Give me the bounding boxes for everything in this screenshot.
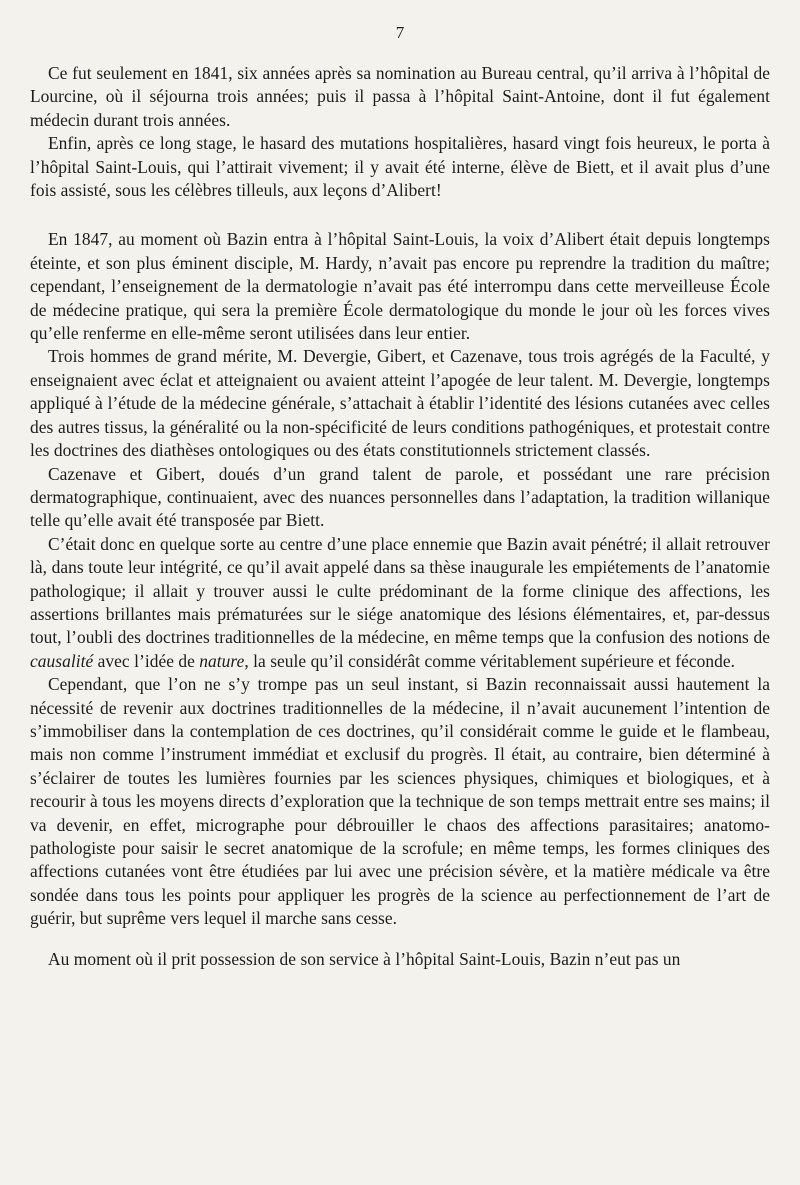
paragraph-5 (30, 463, 770, 533)
paragraph-2 (30, 132, 770, 202)
paragraph-8 (30, 948, 770, 971)
paragraph-text: En 1847, au moment où Bazin entra à l’hôpital Saint-Louis, la voix d’Alibert était depuis longtemps éteinte, et son plus éminent disciple, M. Hardy, n’avait pas encore pu reprendre la tradition du maître; cependant, l’enseignement de la dermatologie n’avait pas été interrompu dans cette merveilleuse École de médecine pratique, qui sera la première École dermatologique du monde le jour où les forces vives qu’elle renferme en elle-même seront utilisées dans leur entier. (30, 229, 770, 344)
paragraph-4 (30, 345, 770, 462)
paragraph-3 (30, 228, 770, 345)
paragraph-6 (30, 533, 770, 673)
paragraph-text: C’était donc en quelque sorte au centre d’une place ennemie que Bazin avait pénétré; il allait retrouver là, dans toute leur intégrité, ce qu’il avait appelé dans sa thèse inaugurale les empiétements de l’anatomie pathologique; il allait y trouver aussi le culte prédominant de la forme clinique des affections, les assertions brillantes mais prématurées sur le siége anatomique des lésions élémentaires, et, par-dessus tout, l’oubli des doctrines traditionnelles de la médecine, en même temps que la confusion des notions de (30, 533, 770, 648)
italic-term-nature: nature (199, 650, 245, 671)
paragraph-text: Au moment où il prit possession de son service à l’hôpital Saint-Louis, Bazin n’eut pas un (48, 948, 681, 969)
paragraph-text: Ce fut seulement en 1841, six années après sa nomination au Bureau central, qu’il arriva à l’hôpital de Lourcine, où il séjourna trois années; puis il passa à l’hôpital Saint-Antoine, dont il fut également médecin durant trois années. (30, 63, 770, 130)
paragraph-text: Cazenave et Gibert, doués d’un grand talent de parole, et possédant une rare précision dermatographique, continuaient, avec des nuances personnelles dans l’adaptation, la tradition willanique telle qu’elle avait été transposée par Biett. (30, 463, 770, 531)
paragraph-text: avec l’idée de (93, 650, 200, 671)
paragraph-text: Trois hommes de grand mérite, M. Devergie, Gibert, et Cazenave, tous trois agrégés de la Faculté, y enseignaient avec éclat et atteignaient ou avaient atteint l’apogée de leur talent. M. Devergie, longtemps appliqué à l’étude de la médecine générale, s’attachait à établir l’identité des lésions cutanées avec celles des autres tissus, la généralité ou la non-spécificité de leurs conditions pathogéniques, et protestait contre les doctrines des diathèses ontologiques ou des états constitutionnels strictement classés. (30, 346, 770, 461)
paragraph-text: , la seule qu’il considérât comme véritablement supérieure et féconde. (244, 650, 736, 671)
italic-term-causalite: causalité (30, 650, 94, 671)
paragraph-7 (30, 673, 770, 930)
page-number: 7 (395, 23, 405, 42)
paragraph-text: Enfin, après ce long stage, le hasard des mutations hospitalières, hasard vingt fois heureux, le porta à l’hôpital Saint-Louis, qui l’attirait vivement; il y avait été interne, élève de Biett, et il avait plus d’une fois assisté, sous les célèbres tilleuls, aux leçons d’Alibert! (30, 133, 770, 201)
paragraph-text: Cependant, que l’on ne s’y trompe pas un seul instant, si Bazin reconnaissait aussi hautement la nécessité de revenir aux doctrines traditionnelles de la médecine, il n’avait aucunement l’intention de s’immobiliser dans la contemplation de ces doctrines, qu’il considérait comme le guide et le flambeau, mais non comme l’instrument immédiat et exclusif du progrès. Il était, au contraire, bien déterminé à s’éclairer de toutes les lumières fournies par les sciences physiques, chimiques et biologiques, et à recourir à tous les moyens directs d’exploration que la technique de son temps mettrait entre ses mains; il va devenir, en effet, micrographe pour débrouiller le chaos des affections parasitaires; anatomo-pathologiste pour saisir le secret anatomique de la scrofule; en même temps, les formes cliniques des affections cutanées vont être étudiées par lui avec une précision sévère, et la matière médicale va être sondée dans tous les points pour appliquer les progrès de la science au perfectionnement de l’art de guérir, but suprême vers lequel il marche sans cesse. (30, 674, 770, 929)
paragraph-1 (30, 62, 770, 132)
